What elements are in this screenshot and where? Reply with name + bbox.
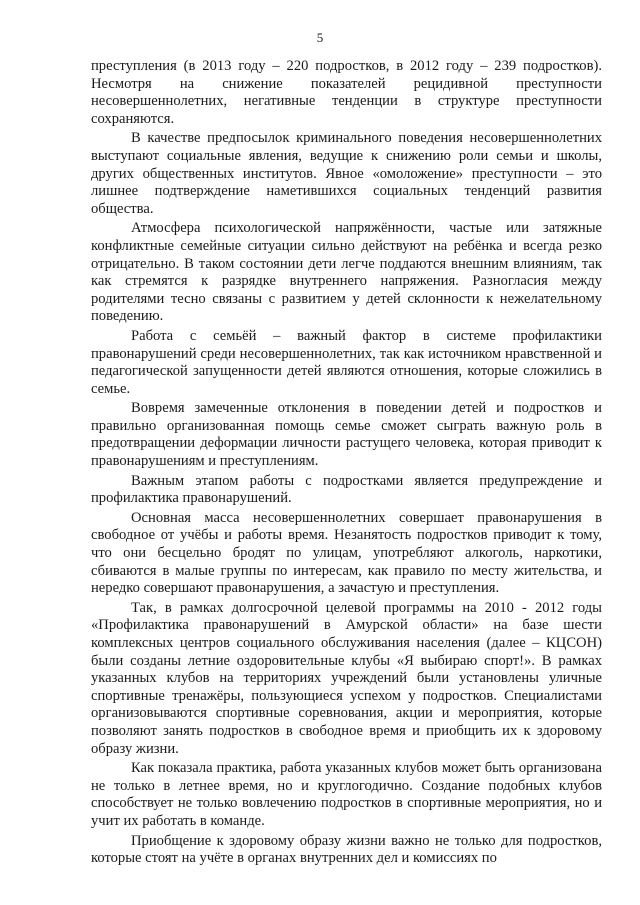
paragraph-7: Основная масса несовершеннолетних совершает правонарушения в свободное от учёбы и работы время. Незанятость подростков приводит к тому, что они бесцельно бродят по улицам, употребляют алкоголь, наркотики, сбиваются в малые группы по интересам, как правило по месту жительства, и нередко совершают правонарушения, а зачастую и преступления. [91, 509, 602, 597]
paragraph-4: Работа с семьёй – важный фактор в системе профилактики правонарушений среди несовершеннолетних, так как источником нравственной и педагогической запущенности детей являются отношения, которые сложились в семье. [91, 327, 602, 397]
paragraph-5: Вовремя замеченные отклонения в поведении детей и подростков и правильно организованная помощь семье сможет сыграть важную роль в предотвращении деформации личности растущего человека, которая приводит к правонарушениям и преступлениям. [91, 400, 602, 470]
paragraph-6: Важным этапом работы с подростками является предупреждение и профилактика правонарушений. [91, 472, 602, 507]
paragraph-9: Как показала практика, работа указанных клубов может быть организована не только в летнее время, но и круглогодично. Создание подобных клубов способствует не только вовлечению подростков в спортивные мероприятия, но и учит их работать в команде. [91, 760, 602, 829]
paragraph-2: В качестве предпосылок криминального поведения несовершеннолетних выступают социальные явления, ведущие к снижению роли семьи и школы, других общественных институтов. Явное «омоложение» преступности – это лишнее подтверждение наметившихся социальных тенденций развития общества. [91, 130, 602, 217]
paragraph-8: Так, в рамках долгосрочной целевой программы на 2010 - 2012 годы «Профилактика правонарушений в Амурской области» на базе шести комплексных центров социального обслуживания населения (далее – КЦСОН) были созданы летние оздоровительные клубы «Я выбираю спорт!». В рамках указанных клубов на территориях учреждений были установлены уличные спортивные тренажёры, пользующиеся успехом у подростков. Специалистами организовываются спортивные соревнования, акции и мероприятия, которые позволяют занять подростков в свободное время и приобщить их к здоровому образу жизни. [91, 599, 602, 757]
paragraph-3: Атмосфера психологической напряжённости, частые или затяжные конфликтные семейные ситуации сильно действуют на ребёнка и всегда резко отрицательно. В таком состоянии дети легче поддаются внешним влияниям, так как стремятся к разрядке внутреннего напряжения. Разногласия между родителями тесно связаны с развитием у детей склонности к нежелательному поведению. [91, 220, 602, 325]
paragraph-10: Приобщение к здоровому образу жизни важно не только для подростков, которые стоят на учёте в органах внутренних дел и комиссиях по [91, 832, 602, 867]
paragraph-1: преступления (в 2013 году – 220 подростков, в 2012 году – 239 подростков). Несмотря на снижение показателей рецидивной преступности несовершеннолетних, негативные тенденции в структуре преступности сохраняются. [91, 58, 602, 127]
page-number: 5 [316, 30, 324, 45]
document-body [91, 58, 602, 870]
